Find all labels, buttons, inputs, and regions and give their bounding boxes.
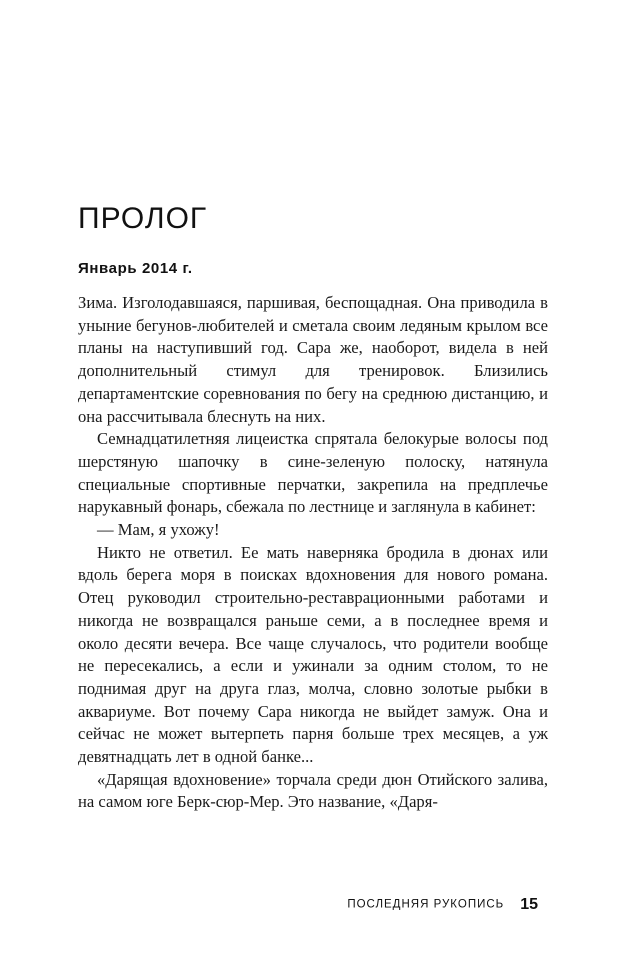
chapter-title: ПРОЛОГ bbox=[78, 202, 208, 235]
paragraph: — Мам, я ухожу! bbox=[97, 520, 220, 540]
body-text bbox=[78, 292, 548, 814]
paragraph: «Дарящая вдохновение» торчала среди дюн Отийского залива, на самом юге Берк-сюр-Мер. Это название, «Даря- bbox=[78, 769, 548, 812]
page-footer bbox=[347, 897, 538, 913]
page-number: 15 bbox=[520, 896, 538, 913]
paragraph: Семнадцатилетняя лицеистка спрятала белокурые волосы под шерстяную шапочку в сине-зеленую полоску, натянула специальные спортивные перчатки, закрепила на предплечье нарукавный фонарь, сбежала по лестнице и заглянула в кабинет: bbox=[78, 429, 548, 517]
running-title: ПОСЛЕДНЯЯ РУКОПИСЬ bbox=[347, 898, 505, 911]
paragraph: Никто не ответил. Ее мать наверняка бродила в дюнах или вдоль берега моря в поисках вдохновения для нового романа. Отец руководил строительно-реставрационными работами и никогда не возвращался раньше семи, а в последнее время и около десяти вечера. Все чаще случалось, что родители вообще не пересекались, а если и ужинали за одним столом, то не поднимая друг на друга глаз, молча, словно золотые рыбки в аквариуме. Вот почему Сара никогда не выйдет замуж. Она и сейчас не может вытерпеть парня больше трех месяцев, а уж девятнадцать лет в одной банке... bbox=[78, 542, 548, 767]
chapter-date: Январь 2014 г. bbox=[78, 260, 193, 277]
paragraph: Зима. Изголодавшаяся, паршивая, беспощадная. Она приводила в уныние бегунов-любителей и сметала своим ледяным крылом все планы на наступивший год. Сара же, наоборот, видела в ней дополнительный стимул для тренировок. Близились департаментские соревнования по бегу на среднюю дистанцию, и она рассчитывала блеснуть на них. bbox=[78, 293, 548, 426]
